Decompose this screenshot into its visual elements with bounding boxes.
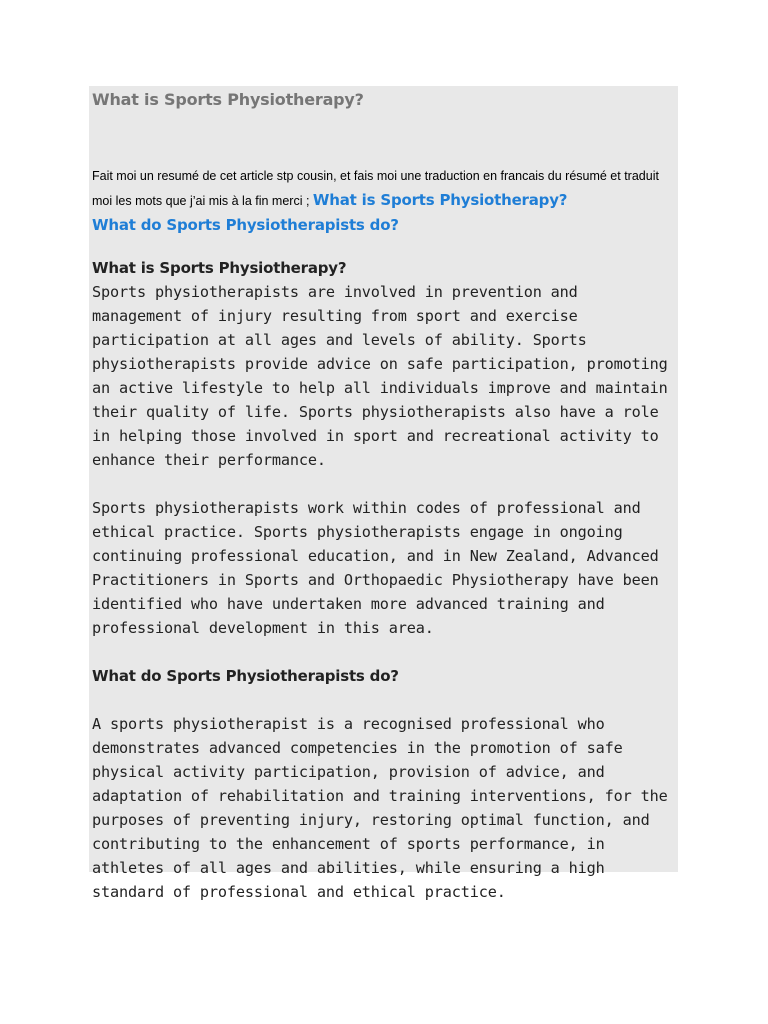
link-what-do-sports-physiotherapists-do[interactable]: What do Sports Physiotherapists do?	[92, 216, 399, 234]
section-paragraph: A sports physiotherapist is a recognised professional who demonstrates advanced competencies in the promotion of safe physical activity participation, provision of advice, and adaptation of rehabilitation and training interventions, for the purposes of preventing injury, restoring optimal function, and contributing to the enhancement of sports performance, in athletes of all ages and abilities, while ensuring a high standard of professional and ethical practice.	[92, 715, 668, 901]
document-title: What is Sports Physiotherapy?	[92, 90, 364, 109]
link-what-is-sports-physiotherapy[interactable]: What is Sports Physiotherapy?	[312, 191, 568, 209]
section-paragraph: Sports physiotherapists work within codes of professional and ethical practice. Sports physiotherapists engage in ongoing continuing professional education, and in New Zealand, Advanced Practitioners in Sports and Orthopaedic Physiotherapy have been identified who have undertaken more advanced training and professional development in this area.	[92, 499, 659, 637]
section-heading: What is Sports Physiotherapy?	[92, 259, 347, 277]
request-text: Fait moi un resumé de cet article stp cousin, et fais moi une traduction en francais du résumé et traduit moi les mots que j’ai mis à la fin merci ;	[92, 169, 659, 208]
request-paragraph	[92, 164, 672, 238]
document-block	[89, 86, 678, 901]
section-paragraph: Sports physiotherapists are involved in prevention and management of injury resulting from sport and exercise participation at all ages and levels of ability. Sports physiotherapists provide advice on safe participation, promoting an active lifestyle to help all individuals improve and maintain their quality of life. Sports physiotherapists also have a role in helping those involved in sport and recreational activity to enhance their performance.	[92, 283, 668, 469]
section-heading: What do Sports Physiotherapists do?	[92, 667, 399, 685]
article-content	[92, 256, 674, 904]
